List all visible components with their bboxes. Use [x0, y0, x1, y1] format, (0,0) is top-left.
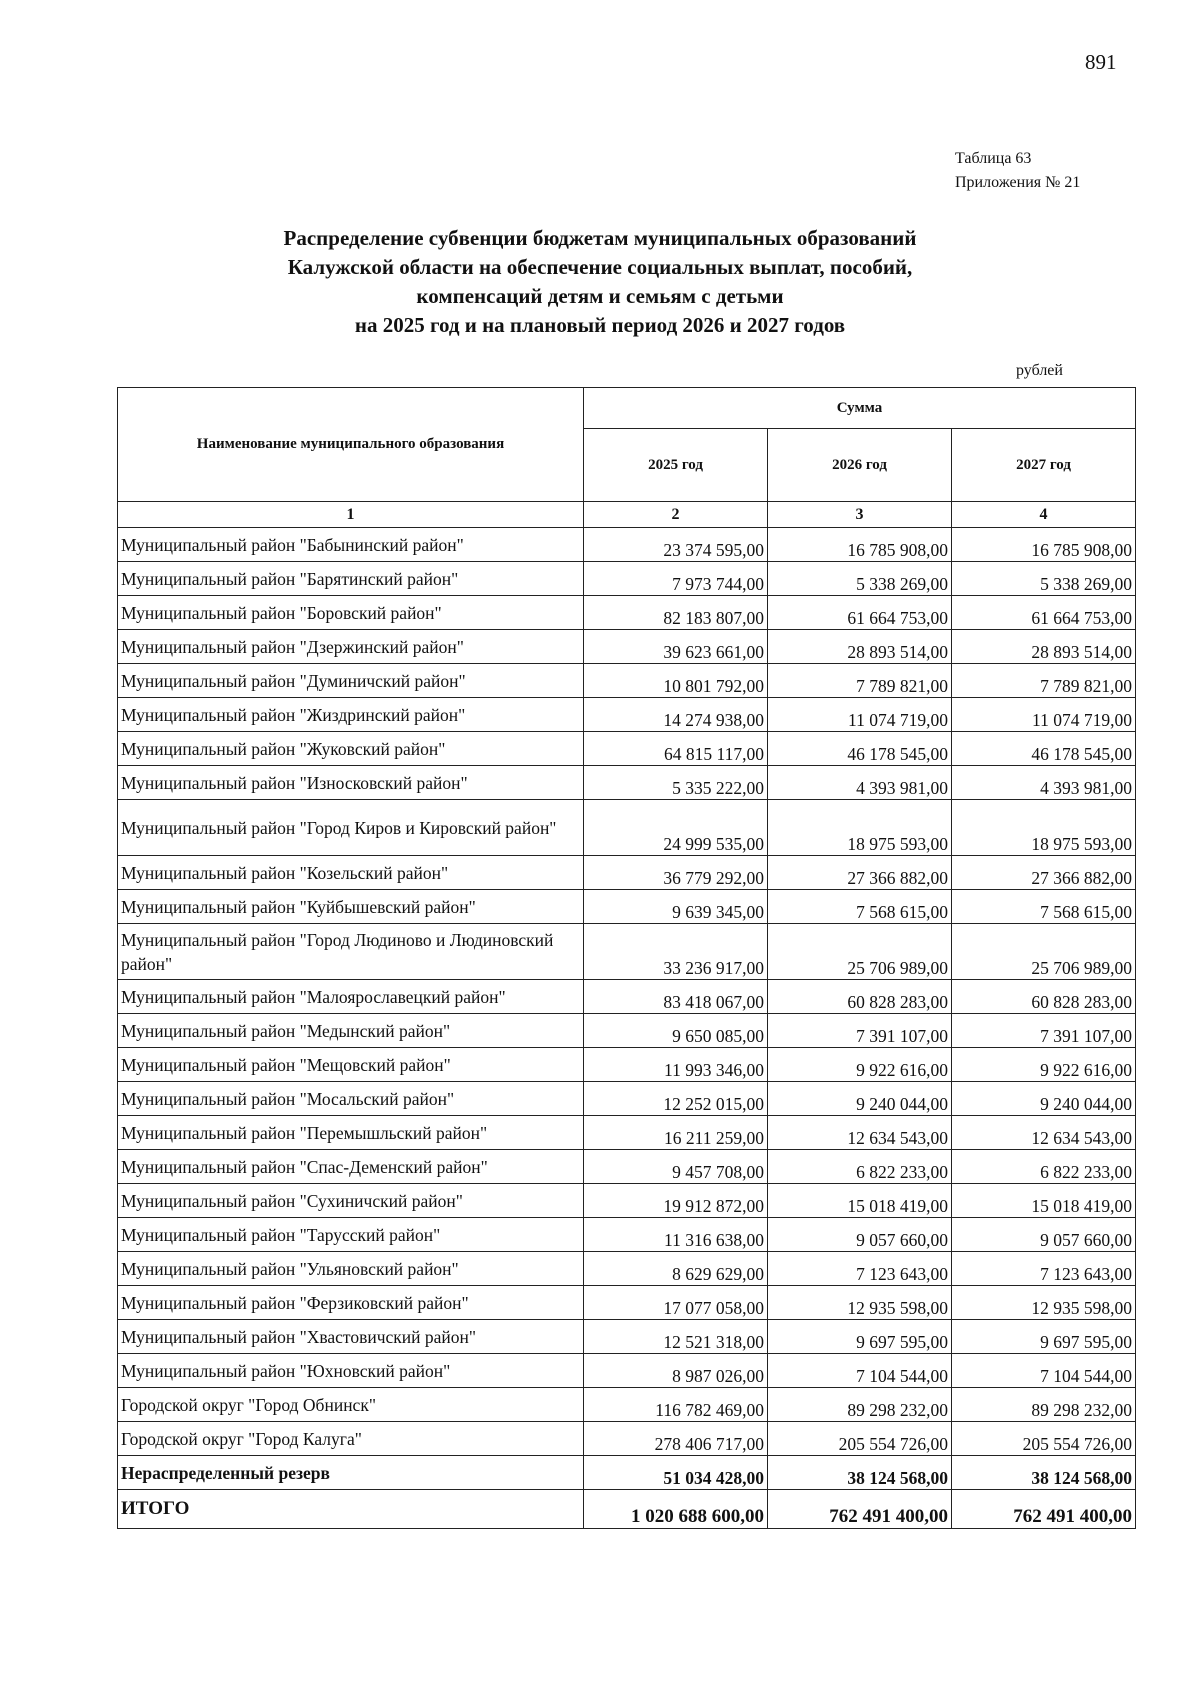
municipality-name: Городской округ "Город Калуга" — [118, 1422, 584, 1456]
municipality-name: Муниципальный район "Жиздринский район" — [118, 698, 584, 732]
amount-2026: 89 298 232,00 — [768, 1388, 952, 1422]
table-row — [118, 732, 1136, 766]
municipality-name: Муниципальный район "Тарусский район" — [118, 1218, 584, 1252]
document-title — [0, 224, 1200, 340]
municipality-name: ИТОГО — [118, 1490, 584, 1529]
municipality-name: Муниципальный район "Город Киров и Кировский район" — [118, 800, 584, 856]
amount-2025: 19 912 872,00 — [584, 1184, 768, 1218]
municipality-name: Муниципальный район "Думиничский район" — [118, 664, 584, 698]
amount-2025: 8 987 026,00 — [584, 1354, 768, 1388]
amount-2027: 9 922 616,00 — [952, 1048, 1136, 1082]
amount-2026: 4 393 981,00 — [768, 766, 952, 800]
municipality-name: Муниципальный район "Юхновский район" — [118, 1354, 584, 1388]
page-number: 891 — [1085, 50, 1117, 74]
table-body — [118, 528, 1136, 1529]
municipality-name: Муниципальный район "Спас-Деменский район" — [118, 1150, 584, 1184]
column-number: 1 — [118, 502, 584, 528]
table-row — [118, 596, 1136, 630]
amount-2026: 7 568 615,00 — [768, 890, 952, 924]
amount-2025: 17 077 058,00 — [584, 1286, 768, 1320]
table-row — [118, 528, 1136, 562]
currency-unit: рублей — [1016, 362, 1063, 379]
table-row — [118, 1354, 1136, 1388]
amount-2027: 7 789 821,00 — [952, 664, 1136, 698]
amount-2026: 7 123 643,00 — [768, 1252, 952, 1286]
amount-2026: 11 074 719,00 — [768, 698, 952, 732]
amount-2027: 9 697 595,00 — [952, 1320, 1136, 1354]
table-row — [118, 1184, 1136, 1218]
municipality-name: Муниципальный район "Дзержинский район" — [118, 630, 584, 664]
municipality-name: Муниципальный район "Козельский район" — [118, 856, 584, 890]
table-row — [118, 766, 1136, 800]
amount-2025: 9 650 085,00 — [584, 1014, 768, 1048]
amount-2027: 4 393 981,00 — [952, 766, 1136, 800]
amount-2027: 9 057 660,00 — [952, 1218, 1136, 1252]
amount-2026: 9 697 595,00 — [768, 1320, 952, 1354]
table-row — [118, 562, 1136, 596]
amount-2026: 12 935 598,00 — [768, 1286, 952, 1320]
municipality-name: Муниципальный район "Барятинский район" — [118, 562, 584, 596]
table-reference-number: Таблица 63 — [955, 150, 1032, 167]
municipality-name: Муниципальный район "Малоярославецкий район" — [118, 980, 584, 1014]
municipality-name: Муниципальный район "Сухиничский район" — [118, 1184, 584, 1218]
amount-2026: 762 491 400,00 — [768, 1490, 952, 1529]
amount-2027: 89 298 232,00 — [952, 1388, 1136, 1422]
municipality-name: Муниципальный район "Износковский район" — [118, 766, 584, 800]
amount-2025: 278 406 717,00 — [584, 1422, 768, 1456]
table-row — [118, 1218, 1136, 1252]
table-row — [118, 1082, 1136, 1116]
table-row — [118, 1320, 1136, 1354]
title-line: Калужской области на обеспечение социальных выплат, пособий, — [287, 255, 913, 279]
amount-2026: 28 893 514,00 — [768, 630, 952, 664]
municipality-name: Муниципальный район "Куйбышевский район" — [118, 890, 584, 924]
amount-2027: 7 568 615,00 — [952, 890, 1136, 924]
amount-2026: 12 634 543,00 — [768, 1116, 952, 1150]
amount-2027: 28 893 514,00 — [952, 630, 1136, 664]
municipality-name: Муниципальный район "Ферзиковский район" — [118, 1286, 584, 1320]
municipality-name: Городской округ "Город Обнинск" — [118, 1388, 584, 1422]
subvention-table — [117, 387, 1136, 1529]
amount-2026: 9 240 044,00 — [768, 1082, 952, 1116]
municipality-name: Муниципальный район "Перемышльский район" — [118, 1116, 584, 1150]
amount-2027: 7 123 643,00 — [952, 1252, 1136, 1286]
table-row — [118, 924, 1136, 980]
reserve-row — [118, 1456, 1136, 1490]
amount-2027: 7 104 544,00 — [952, 1354, 1136, 1388]
table-row — [118, 980, 1136, 1014]
amount-2025: 23 374 595,00 — [584, 528, 768, 562]
amount-2025: 116 782 469,00 — [584, 1388, 768, 1422]
header-sum: Сумма — [584, 388, 1136, 429]
municipality-name: Муниципальный район "Жуковский район" — [118, 732, 584, 766]
amount-2027: 15 018 419,00 — [952, 1184, 1136, 1218]
amount-2026: 61 664 753,00 — [768, 596, 952, 630]
municipality-name: Муниципальный район "Медынский район" — [118, 1014, 584, 1048]
amount-2027: 9 240 044,00 — [952, 1082, 1136, 1116]
amount-2025: 8 629 629,00 — [584, 1252, 768, 1286]
amount-2025: 12 521 318,00 — [584, 1320, 768, 1354]
table-row — [118, 698, 1136, 732]
table-row — [118, 1388, 1136, 1422]
amount-2026: 7 104 544,00 — [768, 1354, 952, 1388]
amount-2026: 9 057 660,00 — [768, 1218, 952, 1252]
header-year-2026: 2026 год — [768, 429, 952, 502]
amount-2025: 51 034 428,00 — [584, 1456, 768, 1490]
municipality-name: Муниципальный район "Бабынинский район" — [118, 528, 584, 562]
amount-2025: 33 236 917,00 — [584, 924, 768, 980]
amount-2027: 46 178 545,00 — [952, 732, 1136, 766]
amount-2025: 11 993 346,00 — [584, 1048, 768, 1082]
amount-2025: 5 335 222,00 — [584, 766, 768, 800]
municipality-name: Муниципальный район "Мосальский район" — [118, 1082, 584, 1116]
amount-2025: 10 801 792,00 — [584, 664, 768, 698]
amount-2026: 5 338 269,00 — [768, 562, 952, 596]
table-row — [118, 1014, 1136, 1048]
amount-2027: 27 366 882,00 — [952, 856, 1136, 890]
amount-2026: 27 366 882,00 — [768, 856, 952, 890]
amount-2025: 9 457 708,00 — [584, 1150, 768, 1184]
amount-2026: 15 018 419,00 — [768, 1184, 952, 1218]
column-number: 3 — [768, 502, 952, 528]
amount-2027: 11 074 719,00 — [952, 698, 1136, 732]
amount-2025: 12 252 015,00 — [584, 1082, 768, 1116]
table-row — [118, 1048, 1136, 1082]
table-row — [118, 1150, 1136, 1184]
table-row — [118, 1116, 1136, 1150]
amount-2027: 61 664 753,00 — [952, 596, 1136, 630]
table-row — [118, 890, 1136, 924]
amount-2025: 1 020 688 600,00 — [584, 1490, 768, 1529]
amount-2025: 11 316 638,00 — [584, 1218, 768, 1252]
title-line: Распределение субвенции бюджетам муниципальных образований — [283, 226, 917, 250]
table-reference-appendix: Приложения № 21 — [955, 174, 1081, 191]
amount-2027: 18 975 593,00 — [952, 800, 1136, 856]
amount-2026: 6 822 233,00 — [768, 1150, 952, 1184]
municipality-name: Муниципальный район "Хвастовичский район" — [118, 1320, 584, 1354]
amount-2025: 36 779 292,00 — [584, 856, 768, 890]
column-number: 4 — [952, 502, 1136, 528]
amount-2027: 6 822 233,00 — [952, 1150, 1136, 1184]
amount-2026: 18 975 593,00 — [768, 800, 952, 856]
amount-2027: 205 554 726,00 — [952, 1422, 1136, 1456]
amount-2027: 25 706 989,00 — [952, 924, 1136, 980]
table-row — [118, 1422, 1136, 1456]
amount-2025: 64 815 117,00 — [584, 732, 768, 766]
column-number: 2 — [584, 502, 768, 528]
amount-2026: 25 706 989,00 — [768, 924, 952, 980]
amount-2027: 12 634 543,00 — [952, 1116, 1136, 1150]
amount-2026: 60 828 283,00 — [768, 980, 952, 1014]
table-row — [118, 856, 1136, 890]
amount-2026: 7 391 107,00 — [768, 1014, 952, 1048]
header-year-2025: 2025 год — [584, 429, 768, 502]
table-reference — [955, 147, 1080, 195]
municipality-name: Муниципальный район "Город Людиново и Людиновский район" — [118, 924, 584, 980]
table-row — [118, 1252, 1136, 1286]
amount-2025: 9 639 345,00 — [584, 890, 768, 924]
amount-2027: 38 124 568,00 — [952, 1456, 1136, 1490]
amount-2027: 762 491 400,00 — [952, 1490, 1136, 1529]
amount-2026: 7 789 821,00 — [768, 664, 952, 698]
amount-2027: 12 935 598,00 — [952, 1286, 1136, 1320]
amount-2026: 46 178 545,00 — [768, 732, 952, 766]
amount-2027: 7 391 107,00 — [952, 1014, 1136, 1048]
amount-2025: 82 183 807,00 — [584, 596, 768, 630]
amount-2025: 7 973 744,00 — [584, 562, 768, 596]
amount-2026: 205 554 726,00 — [768, 1422, 952, 1456]
amount-2025: 24 999 535,00 — [584, 800, 768, 856]
table-row — [118, 800, 1136, 856]
amount-2026: 16 785 908,00 — [768, 528, 952, 562]
table-row — [118, 664, 1136, 698]
amount-2027: 16 785 908,00 — [952, 528, 1136, 562]
title-line: компенсаций детям и семьям с детьми — [416, 284, 784, 308]
table-row — [118, 630, 1136, 664]
amount-2026: 38 124 568,00 — [768, 1456, 952, 1490]
amount-2027: 60 828 283,00 — [952, 980, 1136, 1014]
amount-2027: 5 338 269,00 — [952, 562, 1136, 596]
amount-2025: 14 274 938,00 — [584, 698, 768, 732]
amount-2025: 39 623 661,00 — [584, 630, 768, 664]
municipality-name: Нераспределенный резерв — [118, 1456, 584, 1490]
table-row — [118, 1286, 1136, 1320]
amount-2025: 16 211 259,00 — [584, 1116, 768, 1150]
header-name-column: Наименование муниципального образования — [118, 388, 584, 502]
title-line: на 2025 год и на плановый период 2026 и 2027 годов — [354, 313, 846, 337]
municipality-name: Муниципальный район "Ульяновский район" — [118, 1252, 584, 1286]
header-year-2027: 2027 год — [952, 429, 1136, 502]
amount-2025: 83 418 067,00 — [584, 980, 768, 1014]
amount-2026: 9 922 616,00 — [768, 1048, 952, 1082]
total-row — [118, 1490, 1136, 1529]
municipality-name: Муниципальный район "Боровский район" — [118, 596, 584, 630]
municipality-name: Муниципальный район "Мещовский район" — [118, 1048, 584, 1082]
